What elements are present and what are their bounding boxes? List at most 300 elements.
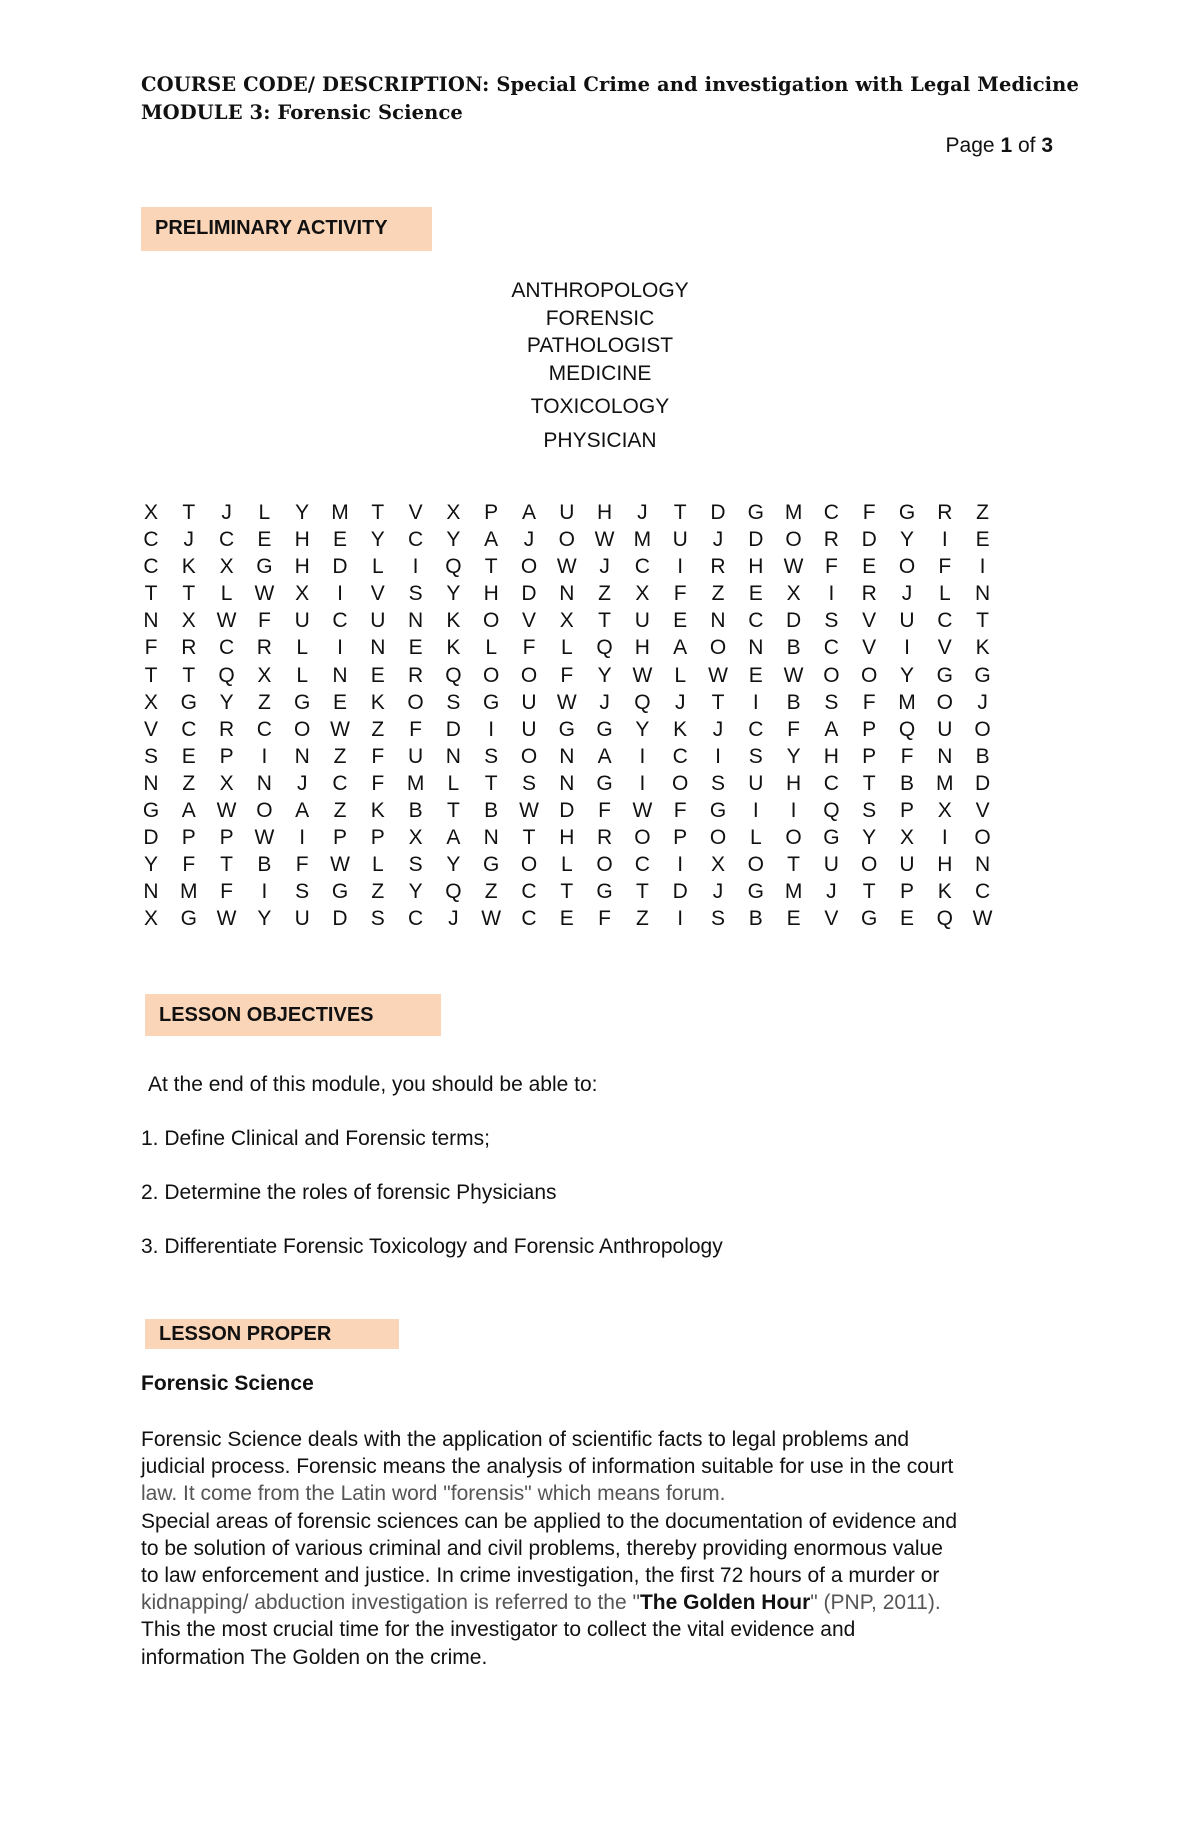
grid-letter: I <box>715 744 721 768</box>
grid-letter: T <box>446 799 460 823</box>
grid-letter: D <box>672 880 688 904</box>
grid-letter: Z <box>635 907 649 931</box>
grid-letter: O <box>747 853 764 877</box>
grid-letter: I <box>677 853 684 877</box>
grid-letter: M <box>180 880 198 904</box>
grid-letter: B <box>484 799 499 823</box>
grid-letter: I <box>299 826 306 850</box>
grid-letter: M <box>936 771 954 795</box>
grid-letter: O <box>672 771 689 795</box>
grid-letter: Z <box>598 582 611 606</box>
grid-letter: Y <box>899 528 914 552</box>
grid-letter: I <box>904 636 910 660</box>
grid-letter: L <box>296 636 309 660</box>
grid-letter: N <box>975 582 991 606</box>
grid-letter: S <box>408 582 423 606</box>
grid-letter: U <box>294 907 310 931</box>
grid-letter: C <box>143 555 159 579</box>
grid-letter: Y <box>446 582 461 606</box>
grid-letter: R <box>181 636 197 660</box>
lesson-paragraphs <box>141 1426 1081 1671</box>
grid-letter: G <box>596 880 613 904</box>
grid-letter: F <box>182 853 196 877</box>
grid-letter: G <box>558 717 575 741</box>
grid-letter: G <box>483 690 500 714</box>
grid-letter: Q <box>823 799 840 823</box>
grid-letter: E <box>370 663 385 687</box>
grid-letter: G <box>180 690 197 714</box>
grid-letter: O <box>898 555 916 579</box>
grid-letter: N <box>143 880 159 904</box>
grid-letter: O <box>709 636 727 660</box>
grid-letter: J <box>712 717 724 741</box>
grid-letter: I <box>941 528 948 552</box>
grid-letter: V <box>521 609 536 633</box>
grid-letter: C <box>181 717 197 741</box>
grid-letter: O <box>483 663 500 687</box>
grid-letter: J <box>712 528 724 552</box>
grid-letter: G <box>747 501 764 524</box>
grid-letter: P <box>899 880 914 904</box>
grid-letter: H <box>748 555 764 579</box>
grid-letter: W <box>594 528 615 552</box>
grid-letter: T <box>976 609 989 633</box>
grid-letter: S <box>824 609 839 633</box>
grid-letter: S <box>408 853 423 877</box>
grid-letter: A <box>597 744 612 768</box>
grid-letter: Q <box>445 663 462 687</box>
grid-letter: S <box>370 907 385 931</box>
grid-letter: T <box>560 880 574 904</box>
grid-letter: C <box>143 528 159 552</box>
grid-letter: J <box>901 582 913 606</box>
grid-letter: W <box>556 555 577 579</box>
grid-letter: A <box>673 636 688 660</box>
grid-letter: P <box>673 826 688 850</box>
grid-letter: N <box>256 771 272 795</box>
grid-letter: V <box>975 799 990 823</box>
grid-letter: X <box>295 582 310 606</box>
course-description: COURSE CODE/ DESCRIPTION: Special Crime and investigation with Legal Medicine <box>141 73 1079 96</box>
grid-letter: D <box>521 582 537 606</box>
grid-letter: Y <box>597 663 612 687</box>
grid-letter: C <box>823 501 839 524</box>
grid-letter: I <box>412 555 419 579</box>
grid-letter: Q <box>445 555 462 579</box>
grid-letter: D <box>861 528 877 552</box>
word-list <box>0 277 1200 454</box>
grid-letter: F <box>371 744 385 768</box>
grid-letter: B <box>975 744 990 768</box>
grid-letter: O <box>520 744 538 768</box>
grid-letter: F <box>862 690 876 714</box>
grid-letter: S <box>824 690 839 714</box>
grid-letter: E <box>559 907 574 931</box>
grid-letter: F <box>862 501 876 524</box>
grid-letter: M <box>784 880 803 904</box>
grid-letter: U <box>748 771 764 795</box>
grid-letter: C <box>219 636 235 660</box>
grid-letter: F <box>673 799 687 823</box>
grid-letter: V <box>937 636 952 660</box>
grid-letter: G <box>898 501 916 524</box>
grid-letter: R <box>710 555 726 579</box>
paragraph-line: information The Golden on the crime. <box>141 1645 488 1669</box>
grid-letter: H <box>634 636 650 660</box>
grid-letter: N <box>975 853 991 877</box>
grid-letter: P <box>370 826 385 850</box>
grid-letter: P <box>219 744 234 768</box>
grid-letter: L <box>258 501 271 524</box>
grid-letter: X <box>446 501 461 524</box>
grid-letter: T <box>598 609 611 633</box>
grid-letter: J <box>977 690 988 714</box>
grid-letter: T <box>673 501 687 524</box>
grid-letter: I <box>677 907 684 931</box>
grid-letter: N <box>143 609 159 633</box>
grid-letter: V <box>370 582 385 606</box>
grid-letter: G <box>142 799 160 823</box>
grid-letter: C <box>219 528 235 552</box>
grid-letter: J <box>826 880 837 904</box>
grid-letter: O <box>861 663 878 687</box>
grid-letter: J <box>599 555 610 579</box>
grid-letter: Y <box>370 528 385 552</box>
grid-letter: G <box>936 663 953 687</box>
grid-letter: I <box>337 582 343 606</box>
grid-letter: N <box>710 609 726 633</box>
grid-letter: P <box>862 717 877 741</box>
grid-letter: N <box>332 663 348 687</box>
paragraph-line: law. It come from the Latin word "forensis" which means forum. <box>141 1482 726 1506</box>
grid-letter: O <box>936 690 953 714</box>
grid-letter: D <box>332 555 348 579</box>
grid-letter: O <box>634 826 651 850</box>
grid-letter: Y <box>295 501 310 524</box>
grid-letter: Y <box>635 717 650 741</box>
grid-letter: U <box>294 609 310 633</box>
grid-letter: C <box>256 717 272 741</box>
grid-letter: S <box>446 690 461 714</box>
grid-letter: F <box>900 744 914 768</box>
grid-letter: O <box>558 528 575 552</box>
grid-letter: J <box>599 690 610 714</box>
grid-letter: T <box>220 853 233 877</box>
grid-letter: U <box>370 609 386 633</box>
grid-letter: O <box>520 555 538 579</box>
grid-letter: N <box>748 636 764 660</box>
grid-letter: H <box>786 771 802 795</box>
grid-letter: J <box>674 690 686 714</box>
grid-letter: N <box>143 771 159 795</box>
grid-letter: F <box>522 636 536 660</box>
grid-letter: N <box>937 744 953 768</box>
word-list-item: MEDICINE <box>548 361 652 385</box>
preliminary-activity-heading: PRELIMINARY ACTIVITY <box>141 207 432 251</box>
grid-letter: Z <box>333 799 347 823</box>
grid-letter: O <box>709 826 727 850</box>
grid-letter: I <box>337 636 343 660</box>
grid-letter: X <box>786 582 801 606</box>
module-title: MODULE 3: Forensic Science <box>141 101 463 124</box>
grid-letter: K <box>181 555 196 579</box>
grid-letter: R <box>597 826 613 850</box>
grid-letter: Y <box>257 907 272 931</box>
grid-letter: F <box>787 717 800 741</box>
grid-letter: Z <box>711 582 725 606</box>
grid-letter: E <box>257 528 272 552</box>
grid-letter: V <box>824 907 839 931</box>
paragraph-line: to be solution of various criminal and civil problems, thereby providing enormous value <box>141 1536 943 1560</box>
grid-letter: S <box>521 771 536 795</box>
grid-letter: K <box>370 799 385 823</box>
grid-letter: O <box>483 609 500 633</box>
grid-letter: S <box>143 744 158 768</box>
grid-letter: V <box>143 717 158 741</box>
grid-letter: X <box>408 826 423 850</box>
grid-letter: G <box>180 907 197 931</box>
grid-letter: A <box>824 717 839 741</box>
objective-item: 1. Define Clinical and Forensic terms; <box>141 1127 490 1150</box>
grid-letter: Q <box>936 907 953 931</box>
grid-letter: I <box>790 799 797 823</box>
grid-letter: Y <box>446 528 461 552</box>
grid-letter: W <box>783 663 804 687</box>
grid-letter: B <box>748 907 763 931</box>
grid-letter: N <box>559 582 575 606</box>
grid-letter: E <box>408 636 423 660</box>
grid-letter: Q <box>445 880 462 904</box>
grid-letter: W <box>632 663 653 687</box>
grid-letter: T <box>144 663 158 687</box>
grid-letter: C <box>748 717 764 741</box>
grid-letter: T <box>635 880 649 904</box>
grid-letter: G <box>596 771 613 795</box>
grid-letter: X <box>143 501 158 524</box>
grid-letter: W <box>556 690 577 714</box>
paragraph-line: judicial process. Forensic means the analysis of information suitable for use in the court <box>141 1455 954 1479</box>
grid-letter: X <box>219 555 234 579</box>
grid-letter: L <box>371 853 384 877</box>
grid-letter: O <box>785 826 802 850</box>
grid-letter: N <box>370 636 386 660</box>
grid-letter: P <box>181 826 196 850</box>
grid-letter: T <box>862 880 876 904</box>
grid-letter: F <box>295 853 309 877</box>
grid-letter: E <box>899 907 914 931</box>
grid-letter: E <box>332 528 347 552</box>
grid-letter: U <box>634 609 650 633</box>
word-list-item: PHYSICIAN <box>543 428 657 452</box>
grid-letter: T <box>182 663 196 687</box>
grid-letter: G <box>331 880 349 904</box>
grid-letter: Z <box>976 501 989 524</box>
word-list-item: FORENSIC <box>545 306 655 330</box>
grid-letter: E <box>748 582 763 606</box>
grid-letter: F <box>144 636 158 660</box>
grid-letter: H <box>597 501 613 524</box>
grid-letter: K <box>446 609 461 633</box>
grid-letter: L <box>371 555 384 579</box>
grid-letter: O <box>785 528 802 552</box>
grid-letter: W <box>330 717 350 741</box>
grid-letter: A <box>484 528 499 552</box>
grid-letter: F <box>938 555 952 579</box>
grid-letter: O <box>974 826 991 850</box>
grid-letter: R <box>861 582 877 606</box>
grid-letter: U <box>937 717 953 741</box>
grid-letter: B <box>899 771 914 795</box>
grid-letter: C <box>408 907 424 931</box>
grid-letter: G <box>709 799 727 823</box>
grid-letter: M <box>331 501 349 524</box>
grid-letter: W <box>330 853 350 877</box>
grid-letter: I <box>261 880 268 904</box>
grid-letter: D <box>786 609 802 633</box>
grid-letter: U <box>672 528 688 552</box>
grid-letter: I <box>752 690 759 714</box>
grid-letter: G <box>974 663 991 687</box>
grid-letter: E <box>181 744 196 768</box>
grid-letter: U <box>408 744 424 768</box>
grid-letter: E <box>975 528 990 552</box>
grid-letter: N <box>559 744 575 768</box>
grid-letter: C <box>521 907 537 931</box>
grid-letter: S <box>862 799 877 823</box>
grid-letter: C <box>521 880 537 904</box>
grid-letter: W <box>632 799 653 823</box>
grid-letter: J <box>637 501 648 524</box>
forensic-science-title: Forensic Science <box>141 1372 314 1395</box>
grid-letter: X <box>143 690 158 714</box>
grid-letter: K <box>370 690 385 714</box>
grid-letter: L <box>296 663 309 687</box>
grid-letter: J <box>183 528 195 552</box>
grid-letter: I <box>488 717 495 741</box>
grid-letter: C <box>634 853 650 877</box>
grid-letter: U <box>899 609 915 633</box>
grid-letter: F <box>371 771 385 795</box>
grid-letter: P <box>219 826 234 850</box>
grid-letter: X <box>143 907 158 931</box>
grid-letter: E <box>673 609 688 633</box>
grid-letter: O <box>520 853 538 877</box>
lesson-objectives-heading: LESSON OBJECTIVES <box>145 994 441 1036</box>
grid-letter: B <box>257 853 272 877</box>
grid-letter: U <box>521 690 537 714</box>
grid-letter: X <box>219 771 234 795</box>
grid-letter: R <box>219 717 235 741</box>
grid-letter: M <box>898 690 916 714</box>
grid-letter: T <box>144 582 158 606</box>
grid-letter: C <box>408 528 424 552</box>
paragraph-line: Special areas of forensic sciences can be applied to the documentation of evidence and <box>141 1509 958 1533</box>
grid-letter: E <box>332 690 347 714</box>
grid-letter: W <box>216 907 237 931</box>
grid-letter: T <box>182 582 196 606</box>
grid-letter: X <box>937 799 952 823</box>
grid-letter: I <box>639 771 646 795</box>
grid-letter: B <box>786 636 801 660</box>
grid-letter: Y <box>446 853 461 877</box>
grid-letter: T <box>484 555 498 579</box>
grid-letter: X <box>559 609 574 633</box>
grid-letter: W <box>254 582 275 606</box>
paragraph-line: This the most crucial time for the investigator to collect the vital evidence and <box>141 1618 856 1642</box>
grid-letter: Y <box>219 690 234 714</box>
grid-letter: L <box>938 582 951 606</box>
grid-letter: P <box>332 826 347 850</box>
grid-letter: D <box>332 907 348 931</box>
grid-letter: X <box>181 609 196 633</box>
grid-letter: W <box>708 663 728 687</box>
grid-letter: F <box>409 717 422 741</box>
grid-letter: R <box>823 528 839 552</box>
grid-letter: Z <box>484 880 498 904</box>
grid-letter: Q <box>898 717 916 741</box>
grid-letter: P <box>862 744 877 768</box>
grid-letter: J <box>523 528 535 552</box>
grid-letter: O <box>861 853 878 877</box>
grid-letter: X <box>635 582 650 606</box>
grid-letter: B <box>786 690 801 714</box>
grid-letter: J <box>712 880 724 904</box>
grid-letter: Q <box>634 690 651 714</box>
grid-letter: N <box>483 826 499 850</box>
grid-letter: F <box>257 609 271 633</box>
grid-letter: Z <box>257 690 271 714</box>
grid-letter: W <box>216 799 237 823</box>
grid-letter: L <box>447 771 460 795</box>
grid-letter: I <box>941 826 948 850</box>
grid-letter: D <box>445 717 461 741</box>
grid-letter: G <box>596 717 613 741</box>
grid-letter: K <box>673 717 688 741</box>
objective-item: 3. Differentiate Forensic Toxicology and Forensic Anthropology <box>141 1235 723 1258</box>
grid-letter: V <box>862 636 877 660</box>
grid-letter: C <box>332 609 348 633</box>
grid-letter: J <box>448 907 459 931</box>
golden-hour-term: The Golden Hour <box>639 1591 811 1615</box>
grid-letter: Z <box>182 771 196 795</box>
grid-letter: W <box>783 555 804 579</box>
grid-letter: V <box>408 501 423 524</box>
objective-item: 2. Determine the roles of forensic Physicians <box>141 1181 557 1204</box>
grid-letter: I <box>261 744 268 768</box>
grid-letter: A <box>181 799 196 823</box>
grid-letter: N <box>408 609 424 633</box>
grid-letter: G <box>483 853 500 877</box>
grid-letter: O <box>596 853 613 877</box>
grid-letter: G <box>823 826 840 850</box>
grid-letter: F <box>673 582 687 606</box>
paragraph-line: Forensic Science deals with the application of scientific facts to legal problems and <box>141 1428 910 1451</box>
grid-letter: D <box>748 528 764 552</box>
grid-letter: S <box>710 907 725 931</box>
grid-letter: I <box>639 744 646 768</box>
grid-letter: Q <box>218 663 235 687</box>
grid-letter: D <box>710 501 726 524</box>
grid-letter: W <box>254 826 275 850</box>
paragraph-line: to law enforcement and justice. In crime investigation, the first 72 hours of a murder or <box>141 1564 940 1588</box>
grid-letter: T <box>711 690 725 714</box>
grid-letter: C <box>634 555 650 579</box>
grid-letter: L <box>560 853 573 877</box>
grid-letter: H <box>294 528 310 552</box>
grid-letter: C <box>975 880 991 904</box>
grid-letter: L <box>749 826 762 850</box>
grid-letter: W <box>519 799 539 823</box>
